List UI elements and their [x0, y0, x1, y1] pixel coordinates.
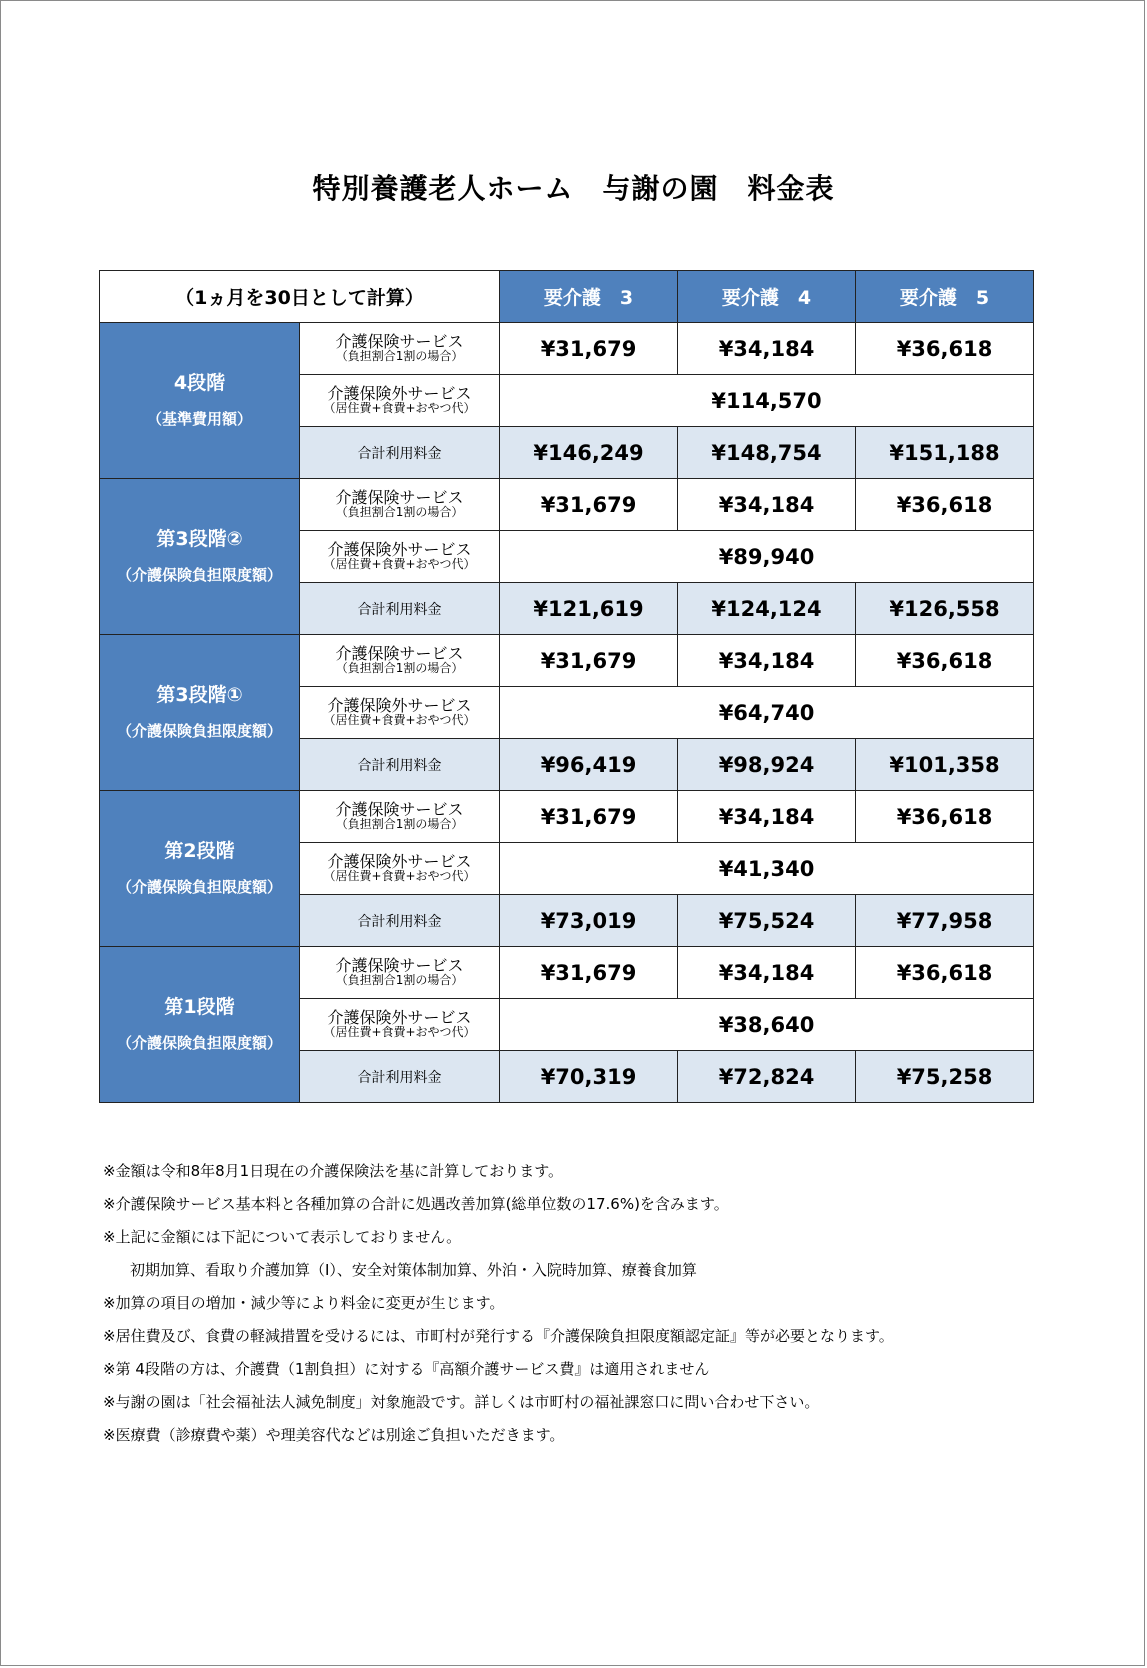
- insurance-label: 介護保険サービス: [335, 331, 464, 351]
- stage-subtitle: （基準費用額）: [146, 410, 252, 429]
- stage-name: 第3段階①: [156, 683, 243, 706]
- amount-value: ¥70,319: [540, 1064, 637, 1089]
- calc-basis-label: （1ヵ月を30日として計算）: [100, 271, 500, 323]
- insurance-amount: [500, 791, 678, 843]
- stage-subtitle: （介護保険負担限度額）: [116, 878, 282, 897]
- stage-cell: [100, 947, 300, 1103]
- total-amount: [678, 739, 856, 791]
- note-7: ※第 4段階の方は、介護費（1割負担）に対する『高額介護サービス費』は適用されません: [103, 1360, 710, 1378]
- insurance-amount: [678, 635, 856, 687]
- insurance-amount: [500, 635, 678, 687]
- insurance-label: 介護保険サービス: [335, 799, 464, 819]
- insurance-amount: [856, 323, 1034, 375]
- non-insurance-label-cell: [300, 375, 500, 427]
- total-label-cell: [300, 427, 500, 479]
- non-insurance-label: 介護保険外サービス: [327, 1007, 472, 1027]
- amount-value: ¥148,754: [711, 440, 822, 465]
- header-care-level-3: 要介護 3: [500, 271, 678, 323]
- amount-value: ¥34,184: [718, 804, 815, 829]
- amount-value: ¥36,618: [896, 960, 993, 985]
- stage-subtitle: （介護保険負担限度額）: [116, 722, 282, 741]
- stage-cell: [100, 635, 300, 791]
- note-3: ※上記に金額には下記について表示しておりません。: [103, 1228, 462, 1246]
- insurance-amount: [500, 479, 678, 531]
- total-label: 合計利用料金: [357, 913, 442, 930]
- page-title: 特別養護老人ホーム 与謝の園 料金表: [312, 172, 835, 205]
- non-insurance-sublabel: （居住費+食費+おやつ代）: [323, 869, 476, 884]
- total-label-cell: [300, 1051, 500, 1103]
- total-amount: [856, 739, 1034, 791]
- insurance-amount: [678, 479, 856, 531]
- stage-subtitle: （介護保険負担限度額）: [116, 566, 282, 585]
- insurance-label: 介護保険サービス: [335, 955, 464, 975]
- total-label-cell: [300, 583, 500, 635]
- amount-value: ¥75,524: [718, 908, 815, 933]
- total-amount: [500, 583, 678, 635]
- header-care-level-5: 要介護 5: [856, 271, 1034, 323]
- insurance-amount: [856, 791, 1034, 843]
- non-insurance-amount: [500, 843, 1034, 895]
- total-amount: [500, 895, 678, 947]
- note-1: ※金額は令和8年8月1日現在の介護保険法を基に計算しております。: [103, 1162, 564, 1180]
- total-amount: [856, 1051, 1034, 1103]
- amount-value: ¥114,570: [711, 388, 822, 413]
- total-label: 合計利用料金: [357, 757, 442, 774]
- amount-value: ¥77,958: [896, 908, 993, 933]
- stage-cell: [100, 323, 300, 479]
- total-amount: [678, 1051, 856, 1103]
- total-amount: [500, 1051, 678, 1103]
- insurance-row: [100, 635, 1034, 687]
- insurance-sublabel: （負担割合1割の場合）: [335, 817, 464, 832]
- insurance-amount: [500, 323, 678, 375]
- insurance-amount: [678, 323, 856, 375]
- non-insurance-amount: [500, 531, 1034, 583]
- stage-name: 第3段階②: [156, 527, 243, 550]
- insurance-row: [100, 791, 1034, 843]
- insurance-row: [100, 947, 1034, 999]
- non-insurance-sublabel: （居住費+食費+おやつ代）: [323, 713, 476, 728]
- insurance-label-cell: [300, 323, 500, 375]
- amount-value: ¥31,679: [540, 492, 637, 517]
- amount-value: ¥36,618: [896, 492, 993, 517]
- notes-section: [103, 1155, 1103, 1452]
- amount-value: ¥34,184: [718, 648, 815, 673]
- stage-subtitle: （介護保険負担限度額）: [116, 1034, 282, 1053]
- stage-cell: [100, 791, 300, 947]
- insurance-amount: [678, 791, 856, 843]
- amount-value: ¥38,640: [718, 1012, 815, 1037]
- insurance-amount: [856, 947, 1034, 999]
- amount-value: ¥126,558: [889, 596, 1000, 621]
- amount-value: ¥98,924: [718, 752, 815, 777]
- amount-value: ¥36,618: [896, 804, 993, 829]
- amount-value: ¥34,184: [718, 960, 815, 985]
- amount-value: ¥72,824: [718, 1064, 815, 1089]
- insurance-label-cell: [300, 791, 500, 843]
- non-insurance-amount: [500, 375, 1034, 427]
- amount-value: ¥96,419: [540, 752, 637, 777]
- non-insurance-amount: [500, 687, 1034, 739]
- non-insurance-label: 介護保険外サービス: [327, 383, 472, 403]
- non-insurance-label-cell: [300, 999, 500, 1051]
- insurance-sublabel: （負担割合1割の場合）: [335, 973, 464, 988]
- total-label: 合計利用料金: [357, 445, 442, 462]
- total-label-cell: [300, 739, 500, 791]
- amount-value: ¥64,740: [718, 700, 815, 725]
- amount-value: ¥89,940: [718, 544, 815, 569]
- total-amount: [500, 427, 678, 479]
- amount-value: ¥34,184: [718, 336, 815, 361]
- non-insurance-sublabel: （居住費+食費+おやつ代）: [323, 401, 476, 416]
- insurance-sublabel: （負担割合1割の場合）: [335, 505, 464, 520]
- amount-value: ¥101,358: [889, 752, 1000, 777]
- total-amount: [856, 895, 1034, 947]
- amount-value: ¥31,679: [540, 960, 637, 985]
- insurance-sublabel: （負担割合1割の場合）: [335, 349, 464, 364]
- amount-value: ¥121,619: [533, 596, 644, 621]
- amount-value: ¥31,679: [540, 648, 637, 673]
- total-label: 合計利用料金: [357, 1069, 442, 1086]
- non-insurance-label-cell: [300, 687, 500, 739]
- amount-value: ¥124,124: [711, 596, 822, 621]
- amount-value: ¥73,019: [540, 908, 637, 933]
- total-amount: [500, 739, 678, 791]
- total-label: 合計利用料金: [357, 601, 442, 618]
- amount-value: ¥31,679: [540, 804, 637, 829]
- note-5: ※加算の項目の増加・減少等により料金に変更が生じます。: [103, 1294, 505, 1312]
- insurance-amount: [678, 947, 856, 999]
- note-4: 初期加算、看取り介護加算（Ⅰ）、安全対策体制加算、外泊・入院時加算、療養食加算: [130, 1261, 697, 1279]
- total-amount: [678, 895, 856, 947]
- fee-table-body: [100, 323, 1034, 1103]
- total-label-cell: [300, 895, 500, 947]
- insurance-sublabel: （負担割合1割の場合）: [335, 661, 464, 676]
- stage-name: 第1段階: [164, 995, 235, 1018]
- insurance-amount: [856, 479, 1034, 531]
- insurance-label-cell: [300, 947, 500, 999]
- amount-value: ¥31,679: [540, 336, 637, 361]
- header-care-level-4: 要介護 4: [678, 271, 856, 323]
- amount-value: ¥36,618: [896, 648, 993, 673]
- header-row: [100, 271, 1034, 323]
- non-insurance-label: 介護保険外サービス: [327, 539, 472, 559]
- total-amount: [678, 583, 856, 635]
- total-amount: [856, 583, 1034, 635]
- total-amount: [856, 427, 1034, 479]
- non-insurance-label: 介護保険外サービス: [327, 695, 472, 715]
- insurance-label: 介護保険サービス: [335, 643, 464, 663]
- amount-value: ¥75,258: [896, 1064, 993, 1089]
- non-insurance-label-cell: [300, 843, 500, 895]
- amount-value: ¥34,184: [718, 492, 815, 517]
- stage-name: 第2段階: [164, 839, 235, 862]
- amount-value: ¥151,188: [889, 440, 1000, 465]
- fee-table: [99, 270, 1034, 1103]
- note-6: ※居住費及び、食費の軽減措置を受けるには、市町村が発行する『介護保険負担限度額認定証』等が必要となります。: [103, 1327, 894, 1345]
- stage-cell: [100, 479, 300, 635]
- insurance-amount: [856, 635, 1034, 687]
- non-insurance-sublabel: （居住費+食費+おやつ代）: [323, 557, 476, 572]
- amount-value: ¥146,249: [533, 440, 644, 465]
- amount-value: ¥36,618: [896, 336, 993, 361]
- insurance-label-cell: [300, 479, 500, 531]
- non-insurance-sublabel: （居住費+食費+おやつ代）: [323, 1025, 476, 1040]
- total-amount: [678, 427, 856, 479]
- note-8: ※与謝の園は「社会福祉法人減免制度」対象施設です。詳しくは市町村の福祉課窓口に問い合わせ下さい。: [103, 1393, 820, 1411]
- note-2: ※介護保険サービス基本料と各種加算の合計に処遇改善加算(総単位数の17.6%)を含みます。: [103, 1195, 729, 1213]
- amount-value: ¥41,340: [718, 856, 815, 881]
- stage-name: 4段階: [173, 371, 226, 394]
- note-9: ※医療費（診療費や薬）や理美容代などは別途ご負担いただきます。: [103, 1426, 565, 1444]
- insurance-amount: [500, 947, 678, 999]
- non-insurance-amount: [500, 999, 1034, 1051]
- insurance-label: 介護保険サービス: [335, 487, 464, 507]
- insurance-label-cell: [300, 635, 500, 687]
- insurance-row: [100, 479, 1034, 531]
- non-insurance-label: 介護保険外サービス: [327, 851, 472, 871]
- non-insurance-label-cell: [300, 531, 500, 583]
- insurance-row: [100, 323, 1034, 375]
